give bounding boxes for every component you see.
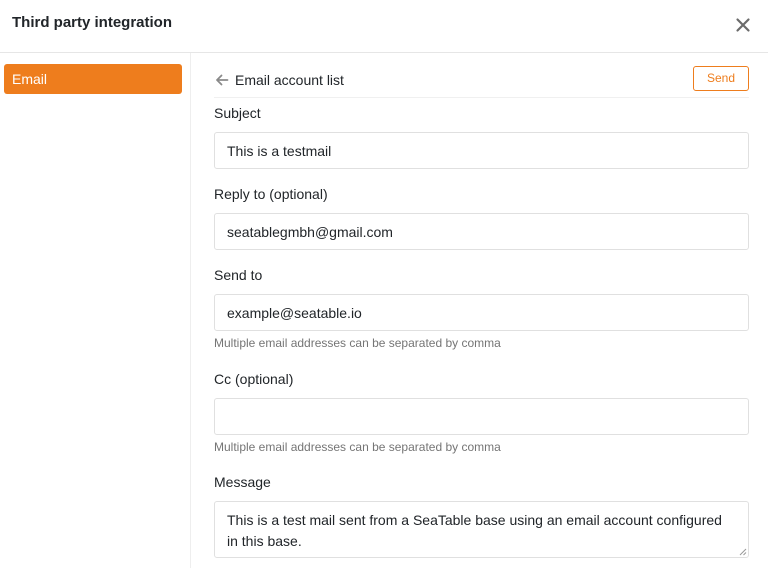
divider [214,97,749,98]
cc-input[interactable] [214,398,749,435]
resize-grip-icon[interactable] [739,548,747,556]
dialog-header [0,0,768,53]
dialog-title: Third party integration [12,14,173,31]
message-textarea[interactable] [214,501,749,558]
sidebar-item-label: Email [12,71,48,87]
subject-input[interactable] [214,132,749,169]
close-icon [732,14,754,36]
reply-to-label: Reply to (optional) [214,186,328,202]
send-to-hint: Multiple email addresses can be separated by comma [214,336,501,350]
sidebar [0,53,191,568]
back-to-email-account-list-link[interactable] [215,70,344,90]
cc-label: Cc (optional) [214,371,294,387]
subject-label: Subject [214,105,261,121]
send-to-input[interactable] [214,294,749,331]
sidebar-item-email[interactable] [4,64,182,94]
arrow-left-icon [215,73,229,87]
send-button[interactable]: Send [693,66,749,91]
cc-hint: Multiple email addresses can be separated by comma [214,440,501,454]
reply-to-input[interactable] [214,213,749,250]
message-label: Message [214,474,271,490]
send-to-label: Send to [214,267,263,283]
back-link-label: Email account list [235,72,344,88]
close-button[interactable] [732,14,754,36]
email-form-panel [191,53,768,568]
